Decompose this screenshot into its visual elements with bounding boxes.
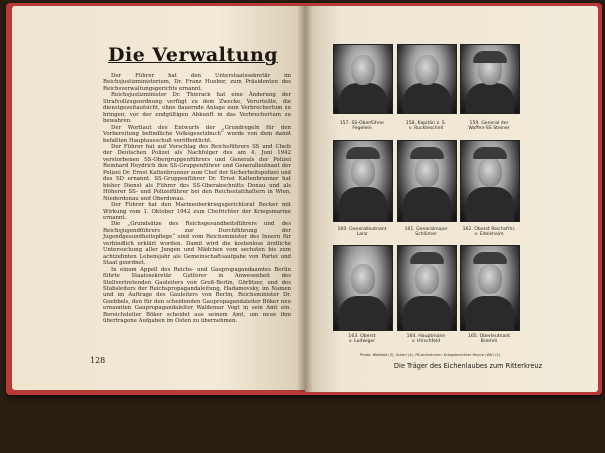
- body-paragraph: Die „Grundsätze des Reichsgesundheitsführers und des Reichsjugendführers zur Durchführung der Jugendgesundheitspflege“ sind vom Reichsminister des Innern für verbindlich erklärt worden. Damit wird die kostenlose ärztliche Untersuchung aller Jungen und Mädchen vom sechsten bis zum achtzehnten Lebensjahr als Gemeinschaftsaufgabe von Partei und Staat geordnet.: [103, 221, 291, 267]
- portrait-caption: 165. Oberleutnant Bremm: [467, 334, 511, 345]
- portrait-caption: 160. Generalleutnant Lanz: [337, 227, 387, 238]
- portrait-photo: [397, 140, 457, 222]
- portrait-photo: [460, 245, 520, 331]
- portrait-photo: [333, 245, 393, 331]
- portrait-photo: [333, 140, 393, 222]
- portrait-caption: 162. Oberst Reichsfrhr. v. Edelsheim: [462, 227, 516, 238]
- body-paragraph: Der Wortlaut des Entwurfs der „Grundregeln für den Vorbereitung befindliche Volksgesetzbuch“ wurde von dem damit befaßten Hauptausschuß veröffentlicht.: [103, 124, 291, 144]
- left-page-body: [103, 73, 291, 453]
- body-paragraph: In einem Appell des Reichs- und Gaupropagandaamtes Berlin führte Staatssekretär Gutterer in Anwesenheit des Stellvertretenden Gauleiters von Groß-Berlin, Görlitzer, und des Stabsleiters der Reichspropagandaleitung, Hadamovsky, im Namen und im Auftrage des Gauleiters von Berlin, Reichsminister Dr. Goebbels, den für den scheidenden Gaupropagandaleiter Böker neu ernannten Gaupropagandaleiter Waldemar Vogt in sein Amt ein. Bereichsleiter Böker scheidet aus seinem Amt, um neue ihm übertragene Aufgaben im Osten zu übernehmen.: [103, 266, 291, 325]
- portrait-caption: 157. SS-Oberführer Fegelein: [339, 121, 385, 132]
- body-paragraph: Der Führer hat den Marineoberkriegsgerichtsrat Becker mit Wirkung vom 1. Oktober 1942 zum Chefrichter der Kriegsmarine ernannt.: [103, 202, 291, 221]
- portrait-caption: 163. Oberst v. Ludwiger: [348, 334, 376, 345]
- body-paragraph: Reichsjustizminister Dr. Thierack hat eine Änderung der Strafvollzugsordnung verfügt zu dem Zwecke, Verurteilte, die dienstgezeitaufsicht, ohne dauernde Anlage zum Verbrechertum zu bringen, vor der endgültigen Abkunft in das Verbrechertum zu bewahren.: [103, 92, 291, 125]
- portrait-photo: [397, 44, 457, 114]
- portrait-caption: 161. Generalmajor Schlömer: [404, 227, 448, 238]
- book-gutter: [297, 6, 313, 392]
- body-paragraph: Der Führer hat den Unterstaatssekretär im Reichsjustizministerium, Dr. Franz Hueber, zum Präsidenten des Reichsverwaltungsgerichts ernannt.: [103, 73, 291, 92]
- portrait-caption: 158. Kapitän z. S. v. Ruckteschell: [405, 121, 447, 132]
- portrait-photo: [333, 44, 393, 114]
- page-title: Die Verwaltung: [108, 44, 279, 66]
- portrait-caption: 159. General der Waffen-SS Steiner: [468, 121, 510, 132]
- page-number: 128: [90, 356, 106, 365]
- portrait-photo: [460, 140, 520, 222]
- portrait-photo: [460, 44, 520, 114]
- portrait-caption: 164. Hauptmann v. Hirschfeld: [406, 334, 446, 345]
- page-footer-caption: Die Träger des Eichenlaubes zum Ritterkreuz: [393, 362, 543, 370]
- photo-credit: Photo: Weltbild (3), Scherl (4), PK-Aufnahmen: Kriegsberichter Heyne (Wb) (2): [360, 353, 501, 357]
- body-paragraph: Der Führer hat auf Vorschlag des Reichsführers SS und Chefs der Deutschen Polizei als Nachfolger des am 4. Juni 1942 verstorbenen SS-Obergruppenführers und Generals der Polizei Reinhard Heydrich den SS-Gruppenführer und Generalleutnant der Polizei Dr. Ernst Kaltenbrunner zum Chef der Sicherheitspolizei und des SD ernannt. SS-Gruppenführer Dr. Ernst Kaltenbrunner hat bisher Dienst als Führer des SS-Oberabschnitts Donau und als Höherer SS- und Polizeiführer bei den Reichsstatthaltern in Wien, Niederdonau und Oberdonau.: [103, 143, 291, 202]
- portrait-photo: [397, 245, 457, 331]
